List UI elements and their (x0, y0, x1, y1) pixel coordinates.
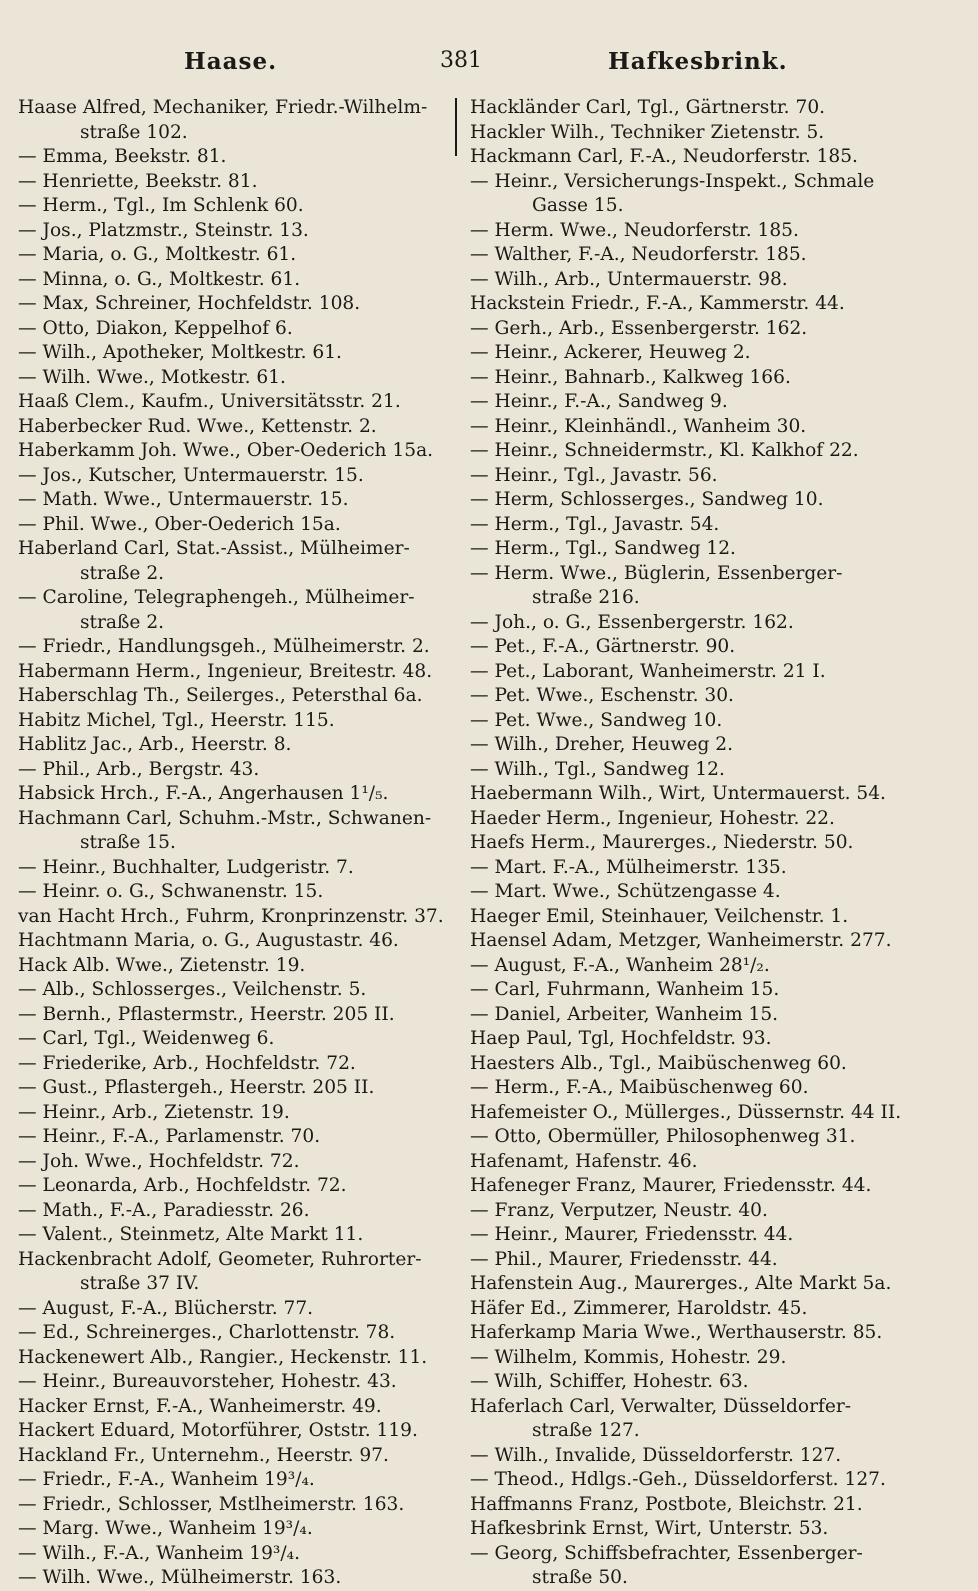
directory-entry: Haberbecker Rud. Wwe., Kettenstr. 2. (18, 415, 377, 437)
directory-entry: — Gerh., Arb., Essenbergerstr. 162. (470, 317, 808, 339)
directory-entry: — Heinr., Ackerer, Heuweg 2. (470, 342, 751, 363)
directory-entry: — Henriette, Beekstr. 81. (18, 170, 258, 192)
directory-entry: — Pet. Wwe., Sandweg 10. (470, 709, 723, 731)
directory-entry: — Wilh., Dreher, Heuweg 2. (470, 734, 733, 755)
directory-entry: Hack Alb. Wwe., Zietenstr. 19. (18, 954, 306, 976)
entry-continuation: straße 2. (80, 562, 165, 584)
directory-entry: Hackler Wilh., Techniker Zietenstr. 5. (470, 121, 825, 143)
directory-entry: — Herm., Tgl., Sandweg 12. (470, 538, 736, 559)
directory-entry: — Alb., Schlosserges., Veilchenstr. 5. (18, 979, 367, 1000)
directory-entry: — Friedr., F.-A., Wanheim 19³/₄. (18, 1469, 315, 1490)
directory-entry: — Wilh. Wwe., Mülheimerstr. 163. (18, 1567, 342, 1588)
directory-entry: — Mart. F.-A., Mülheimerstr. 135. (470, 856, 787, 878)
header-left-keyword: Haase. (184, 48, 278, 75)
directory-entry: Habermann Herm., Ingenieur, Breitestr. 48. (18, 660, 433, 682)
directory-entry: Hackstein Friedr., F.-A., Kammerstr. 44. (470, 293, 845, 314)
directory-entry: Hafenstein Aug., Maurerges., Alte Markt 5a. (470, 1273, 892, 1294)
directory-entry: Haensel Adam, Metzger, Wanheimerstr. 277. (470, 930, 892, 951)
directory-entry: Haaß Clem., Kaufm., Universitätsstr. 21. (18, 391, 401, 412)
directory-entry: — Friederike, Arb., Hochfeldstr. 72. (18, 1052, 356, 1074)
left-column (18, 96, 458, 1591)
directory-entry: — Phil., Maurer, Friedensstr. 44. (470, 1248, 778, 1270)
directory-entry: — Wilh., Apotheker, Moltkestr. 61. (18, 342, 342, 363)
directory-entry: — Max, Schreiner, Hochfeldstr. 108. (18, 293, 361, 314)
header-right-keyword: Hafkesbrink. (608, 48, 788, 75)
directory-entry: — Joh. Wwe., Hochfeldstr. 72. (18, 1150, 300, 1172)
directory-entry: — Jos., Platzmstr., Steinstr. 13. (18, 219, 309, 241)
directory-entry: — Emma, Beekstr. 81. (18, 146, 227, 167)
directory-entry: Hafkesbrink Ernst, Wirt, Unterstr. 53. (470, 1518, 829, 1539)
page-header (0, 48, 978, 88)
directory-entry: Hackert Eduard, Motorführer, Oststr. 119. (18, 1420, 418, 1441)
directory-entry: Hackländer Carl, Tgl., Gärtnerstr. 70. (470, 97, 826, 118)
directory-entry: — Leonarda, Arb., Hochfeldstr. 72. (18, 1175, 347, 1196)
directory-entry: — Daniel, Arbeiter, Wanheim 15. (470, 1003, 779, 1025)
directory-entry: — Otto, Obermüller, Philosophenweg 31. (470, 1126, 856, 1147)
directory-entry: — Ed., Schreinerges., Charlottenstr. 78. (18, 1322, 396, 1343)
directory-entry: — Heinr., Maurer, Friedensstr. 44. (470, 1224, 794, 1245)
directory-entry: — Herm., Tgl., Im Schlenk 60. (18, 195, 304, 216)
directory-entry: Hablitz Jac., Arb., Heerstr. 8. (18, 734, 292, 755)
directory-entry: — Mart. Wwe., Schützengasse 4. (470, 881, 781, 902)
directory-entry: Haeger Emil, Steinhauer, Veilchenstr. 1. (470, 905, 849, 927)
directory-entry: — Heinr., Kleinhändl., Wanheim 30. (470, 415, 807, 437)
directory-entry: — Heinr., Schneidermstr., Kl. Kalkhof 22. (470, 440, 859, 461)
directory-entry: — Wilh., Arb., Untermauerstr. 98. (470, 268, 788, 290)
directory-entry: Haferlach Carl, Verwalter, Düsseldorfer- (470, 1395, 852, 1417)
directory-entry: — Wilh., F.-A., Wanheim 19³/₄. (18, 1542, 301, 1564)
directory-entry: — Wilh. Wwe., Motkestr. 61. (18, 366, 286, 388)
directory-entry: — Georg, Schiffsbefrachter, Essenberger- (470, 1542, 863, 1564)
directory-entry: — Heinr., Bureauvorsteher, Hohestr. 43. (18, 1371, 397, 1392)
directory-entry: Hackenewert Alb., Rangier., Heckenstr. 11. (18, 1346, 428, 1368)
directory-entry: — Valent., Steinmetz, Alte Markt 11. (18, 1224, 364, 1245)
directory-entry: Haberkamm Joh. Wwe., Ober-Oederich 15a. (18, 440, 434, 461)
directory-entry: — Bernh., Pflastermstr., Heerstr. 205 II. (18, 1003, 395, 1025)
entry-continuation: straße 50. (532, 1567, 628, 1588)
directory-entry: — Heinr., Buchhalter, Ludgeristr. 7. (18, 856, 354, 878)
directory-entry: Hackmann Carl, F.-A., Neudorferstr. 185. (470, 146, 858, 167)
directory-entry: — Carl, Fuhrmann, Wanheim 15. (470, 979, 780, 1000)
directory-entry: Habsick Hrch., F.-A., Angerhausen 1¹/₅. (18, 783, 389, 804)
directory-entry: — Friedr., Handlungsgeh., Mülheimerstr. 2. (18, 636, 430, 657)
entry-continuation: straße 102. (80, 121, 188, 143)
directory-entry: — Heinr., F.-A., Parlamenstr. 70. (18, 1126, 321, 1147)
directory-entry: Haferkamp Maria Wwe., Werthauserstr. 85. (470, 1322, 883, 1343)
directory-entry: Hackenbracht Adolf, Geometer, Ruhrorter- (18, 1248, 422, 1270)
directory-entry: — Herm., F.-A., Maibüschenweg 60. (470, 1077, 809, 1098)
directory-entry: — Marg. Wwe., Wanheim 19³/₄. (18, 1518, 313, 1539)
directory-entry: — Pet., Laborant, Wanheimerstr. 21 I. (470, 660, 826, 682)
directory-entry: — Franz, Verputzer, Neustr. 40. (470, 1199, 768, 1221)
directory-entry: — Heinr., Tgl., Javastr. 56. (470, 464, 718, 486)
directory-entry: — Walther, F.-A., Neudorferstr. 185. (470, 244, 807, 265)
right-column (470, 96, 962, 1591)
directory-entry: — Otto, Diakon, Keppelhof 6. (18, 317, 293, 339)
directory-entry: Haebermann Wilh., Wirt, Untermauerst. 54. (470, 783, 886, 804)
directory-entry: — Joh., o. G., Essenbergerstr. 162. (470, 611, 794, 633)
directory-entry: — Wilh, Schiffer, Hohestr. 63. (470, 1371, 749, 1392)
directory-entry: — Gust., Pflastergeh., Heerstr. 205 II. (18, 1077, 375, 1098)
directory-entry: Hachmann Carl, Schuhm.-Mstr., Schwanen- (18, 807, 432, 829)
directory-entry: — Herm, Schlosserges., Sandweg 10. (470, 489, 824, 510)
directory-entry: — Maria, o. G., Moltkestr. 61. (18, 244, 297, 265)
entry-continuation: straße 37 IV. (80, 1273, 200, 1294)
directory-entry: — Wilh., Tgl., Sandweg 12. (470, 758, 725, 780)
directory-entry: — Herm. Wwe., Neudorferstr. 185. (470, 219, 799, 241)
directory-entry: Haeder Herm., Ingenieur, Hohestr. 22. (470, 807, 835, 829)
directory-entry: Hackland Fr., Unternehm., Heerstr. 97. (18, 1444, 389, 1466)
entry-continuation: straße 216. (532, 587, 640, 608)
directory-entry: — Herm. Wwe., Büglerin, Essenberger- (470, 562, 843, 584)
directory-entry: — Heinr., Arb., Zietenstr. 19. (18, 1101, 290, 1123)
directory-entry: Haberschlag Th., Seilerges., Petersthal 6a. (18, 685, 423, 706)
directory-entry: — Wilh., Invalide, Düsseldorferstr. 127. (470, 1444, 842, 1466)
directory-entry: — Caroline, Telegraphengeh., Mülheimer- (18, 587, 415, 608)
directory-entry: — Friedr., Schlosser, Mstlheimerstr. 163. (18, 1493, 405, 1515)
page-number: 381 (440, 48, 482, 73)
directory-entry: Hafenamt, Hafenstr. 46. (470, 1150, 698, 1172)
directory-entry: — Pet., F.-A., Gärtnerstr. 90. (470, 636, 736, 657)
directory-entry: — Carl, Tgl., Weidenweg 6. (18, 1028, 275, 1049)
directory-entry: Hafeneger Franz, Maurer, Friedensstr. 44. (470, 1175, 872, 1196)
directory-entry: — Phil. Wwe., Ober-Oederich 15a. (18, 513, 341, 535)
directory-entry: Hachtmann Maria, o. G., Augustastr. 46. (18, 930, 399, 951)
directory-entry: — Herm., Tgl., Javastr. 54. (470, 513, 720, 535)
entry-continuation: Gasse 15. (532, 195, 624, 216)
directory-entry: — Heinr. o. G., Schwanenstr. 15. (18, 881, 324, 902)
directory-entry: — Phil., Arb., Bergstr. 43. (18, 758, 260, 780)
directory-entry: van Hacht Hrch., Fuhrm, Kronprinzenstr. 37. (18, 905, 444, 927)
directory-entry: — Heinr., F.-A., Sandweg 9. (470, 391, 728, 412)
directory-entry: Hacker Ernst, F.-A., Wanheimerstr. 49. (18, 1395, 382, 1417)
directory-entry: Haffmanns Franz, Postbote, Bleichstr. 21. (470, 1493, 863, 1515)
directory-entry: — Math. Wwe., Untermauerstr. 15. (18, 489, 349, 510)
directory-entry: — August, F.-A., Wanheim 28¹/₂. (470, 954, 770, 976)
directory-entry: — Pet. Wwe., Eschenstr. 30. (470, 685, 734, 706)
directory-entry: Haefs Herm., Maurerges., Niederstr. 50. (470, 832, 854, 853)
directory-entry: — Minna, o. G., Moltkestr. 61. (18, 268, 301, 290)
directory-entry: — Math., F.-A., Paradiesstr. 26. (18, 1199, 310, 1221)
entry-continuation: straße 2. (80, 611, 165, 633)
entry-continuation: straße 127. (532, 1420, 640, 1441)
directory-entry: — Heinr., Bahnarb., Kalkweg 166. (470, 366, 791, 388)
directory-entry: Haberland Carl, Stat.-Assist., Mülheimer- (18, 538, 410, 559)
directory-entry: — Jos., Kutscher, Untermauerstr. 15. (18, 464, 364, 486)
directory-entry: — Wilhelm, Kommis, Hohestr. 29. (470, 1346, 787, 1368)
directory-entry: Habitz Michel, Tgl., Heerstr. 115. (18, 709, 335, 731)
directory-entry: Hafemeister O., Müllerges., Düssernstr. 44 II. (470, 1101, 902, 1123)
entry-continuation: straße 15. (80, 832, 176, 853)
directory-entry: Häfer Ed., Zimmerer, Haroldstr. 45. (470, 1297, 808, 1319)
directory-entry: — August, F.-A., Blücherstr. 77. (18, 1297, 314, 1319)
directory-entry: Haesters Alb., Tgl., Maibüschenweg 60. (470, 1052, 847, 1074)
directory-entry: Haep Paul, Tgl, Hochfeldstr. 93. (470, 1028, 772, 1049)
directory-entry: — Theod., Hdlgs.-Geh., Düsseldorferst. 127. (470, 1469, 886, 1490)
directory-entry: — Heinr., Versicherungs-Inspekt., Schmale (470, 170, 875, 192)
directory-entry: Haase Alfred, Mechaniker, Friedr.-Wilhelm- (18, 97, 428, 118)
